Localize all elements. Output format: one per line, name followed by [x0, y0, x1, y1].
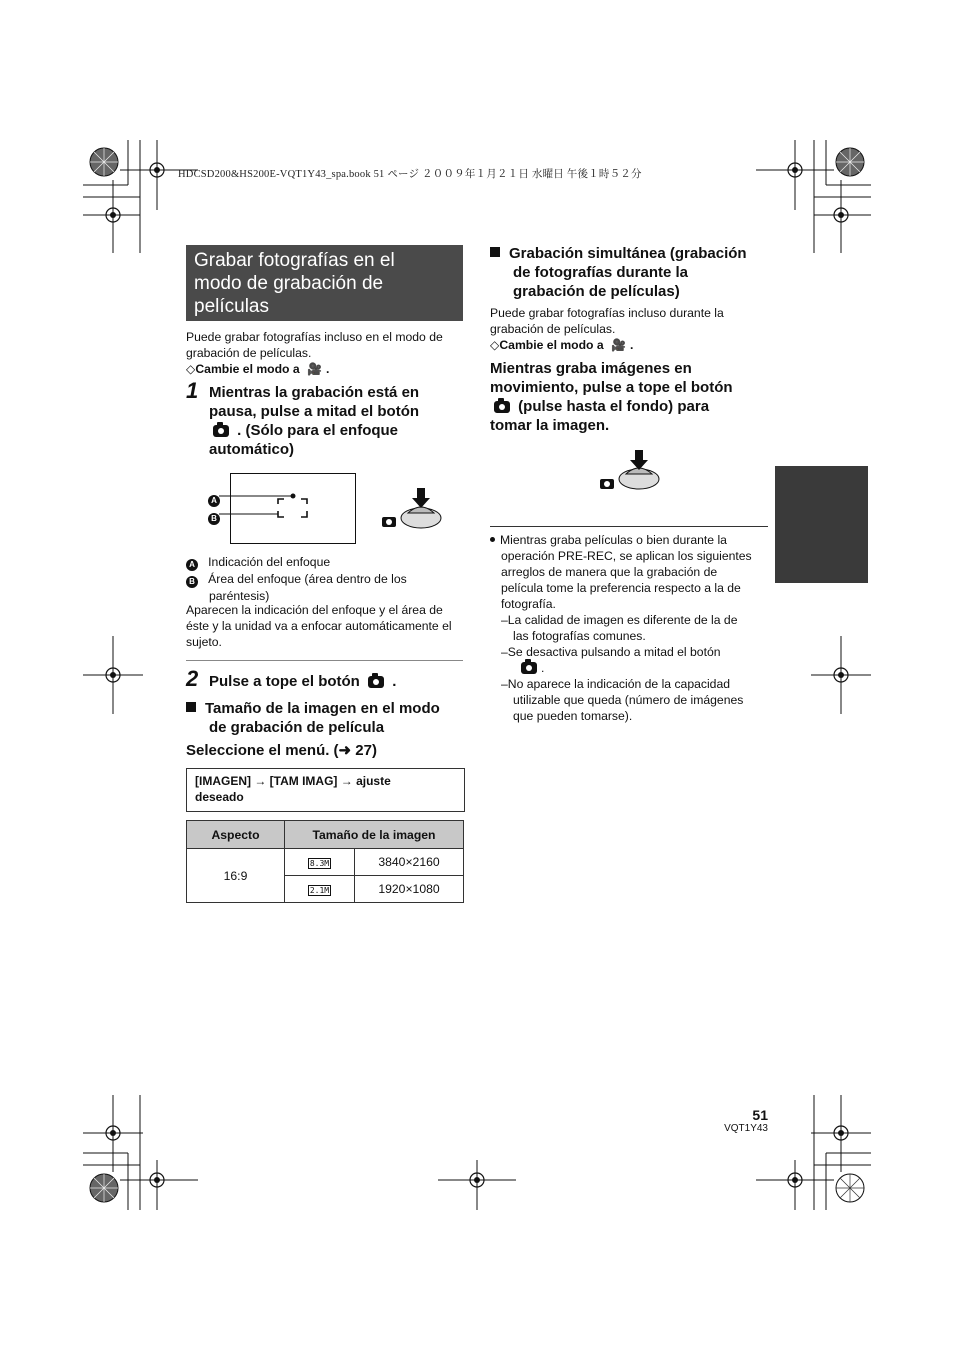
step-1-number: 1 [186, 378, 199, 403]
camera-button-icon [494, 401, 510, 413]
right-intro: Puede grabar fotografías incluso durante la grabación de películas. [490, 306, 724, 336]
mode-instruction: ◇Cambie el modo a 🎥 . [186, 362, 330, 376]
select-menu-text: Seleccione el menú. (➜ 27) [186, 742, 377, 759]
notes-divider [490, 526, 768, 527]
image-size-table [186, 820, 464, 903]
intro-text: Puede grabar fotografías incluso en el modo de grabación de películas. [186, 330, 443, 360]
movie-mode-icon: 🎥 [611, 338, 627, 352]
camera-button-icon [521, 662, 537, 674]
file-header: HDCSD200&HS200E-VQT1Y43_spa.book 51 ページ ２００９年１月２１日 水曜日 午後１時５２分 [178, 169, 642, 180]
size-icon-8m: 8.3M [285, 849, 355, 876]
camera-button-icon [368, 676, 384, 688]
simultaneous-heading: Grabación simultánea (grabación de fotografías durante la grabación de películas) [490, 244, 747, 301]
size-value: 3840×2160 [355, 849, 464, 876]
divider [186, 660, 463, 661]
notes: Mientras graba películas o bien durante la operación PRE-REC, se aplican los siguientes arreglos de manera que la grabación de película tome la preferencia respecto a la de fotografía. –La calidad de imagen es diferente de la de las fotografías comunes. –Se desactiva pulsando a mitad el botón . –No aparece la indicación de la capacidad utilizable que queda (número de imágenes que pueden tomarse). [490, 532, 770, 724]
model-code: VQT1Y43 [724, 1123, 768, 1134]
step-2-number: 2 [186, 666, 199, 691]
focus-figure [205, 470, 455, 550]
menu-path-box: [IMAGEN] → [TAM IMAG] → ajuste deseado [186, 768, 465, 812]
movie-mode-icon: 🎥 [307, 362, 323, 376]
focus-explanation: Aparecen la indicación del enfoque y el área de éste y la unidad va a enfocar automáticamente el sujeto. [186, 603, 452, 649]
label-a: A [208, 489, 220, 507]
step-1-text: Mientras la grabación está en pausa, pulse a mitad el botón . (Sólo para el enfoque automático) [209, 384, 420, 458]
camera-button-icon [213, 425, 229, 437]
chapter-tab [775, 466, 868, 583]
image-size-heading: Tamaño de la imagen en el modo de grabación de película [186, 699, 440, 737]
label-b: B [208, 507, 220, 525]
right-mode-instruction: ◇Cambie el modo a 🎥 . [490, 338, 634, 352]
figure-legend: A Indicación del enfoque B Área del enfoque (área dentro de los paréntesis) [186, 554, 466, 604]
step-2-text: Pulse a tope el botón . [209, 673, 397, 690]
size-value: 1920×1080 [355, 876, 464, 903]
page-number: 51 [752, 1107, 768, 1123]
col-aspect: Aspecto [187, 821, 285, 849]
col-size: Tamaño de la imagen [285, 821, 464, 849]
right-instruction: Mientras graba imágenes en movimiento, pulse a tope el botón (pulse hasta el fondo) para tomar la imagen. [490, 360, 733, 434]
full-press-figure [595, 446, 665, 494]
section-title: Grabar fotografías en el modo de grabación de películas [186, 245, 463, 321]
aspect-cell: 16:9 [187, 849, 285, 903]
size-icon-2m: 2.1M [285, 876, 355, 903]
